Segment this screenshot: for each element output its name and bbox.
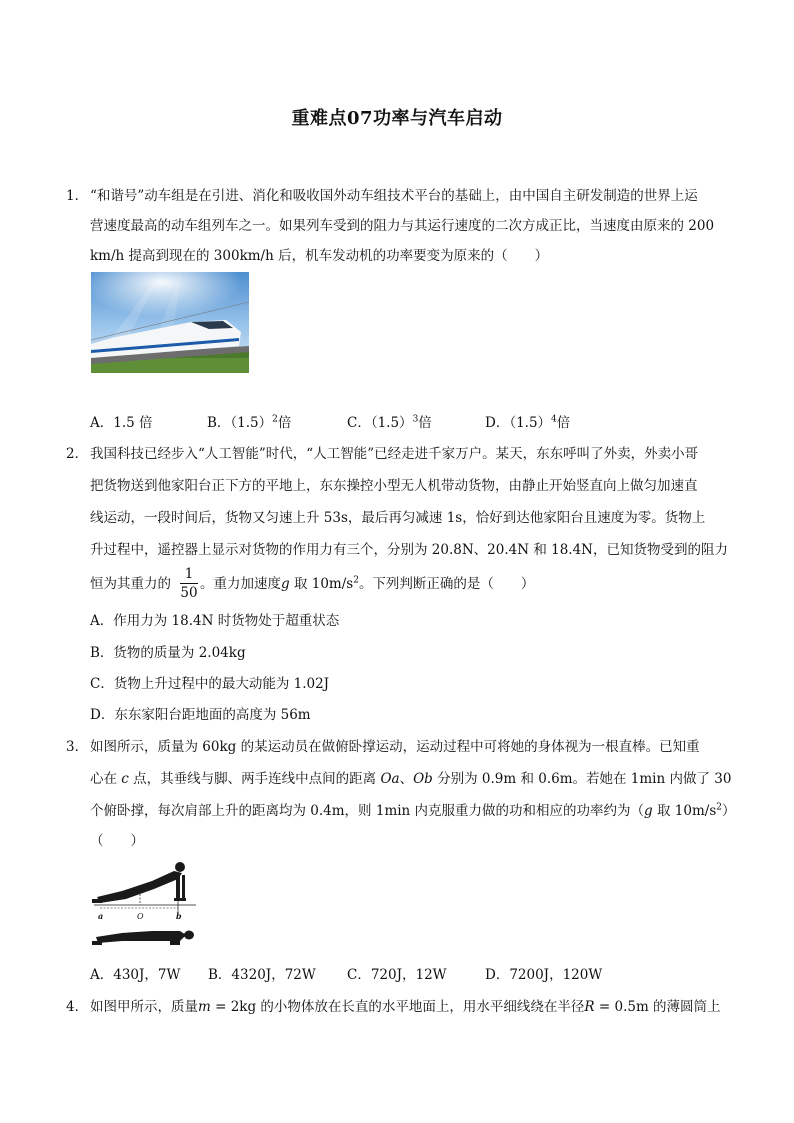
question-2-option-d: D．东东家阳台距地面的高度为 56m <box>90 707 311 723</box>
question-3-line-3: 个俯卧撑，每次肩部上升的距离均为 0.4m，则 1min 内克服重力做的功和相应的功率约为（g 取 $10m/s^2$） <box>90 802 736 819</box>
question-2-line-5-start: 恒为其重力的 <box>90 576 171 592</box>
question-3-option-b: B．4320J，72W <box>208 967 316 983</box>
question-3-option-d: D．7200J，120W <box>485 967 603 983</box>
train-image <box>91 272 249 373</box>
question-2-line-2: 把货物送到他家阳台正下方的平地上，东东操控小型无人机带动货物，由静止开始竖直向上做匀加速直 <box>90 478 698 494</box>
question-3-number: 3． <box>66 739 89 755</box>
question-3-line-1: 如图所示，质量为 60kg 的某运动员在做俯卧撑运动，运动过程中可将她的身体视为一根直棒。已知重 <box>90 739 700 755</box>
question-3-option-a: A．430J，7W <box>90 967 181 983</box>
question-2-line-1: 我国科技已经步入“人工智能”时代，“人工智能”已经走进千家万户。某天，东东呼叫了外卖，外卖小哥 <box>90 446 699 462</box>
question-3-answer-bracket: （ ） <box>90 833 144 849</box>
question-1-option-a: A．1.5 倍 <box>90 415 153 431</box>
question-1-line-3: km/h 提高到现在的 300km/h 后，机车发动机的功率要变为原来的（ ） <box>90 248 549 264</box>
question-2-option-c: C．货物上升过程中的最大动能为 1.02J <box>90 676 330 692</box>
question-4-line-1: 如图甲所示，质量m = 2kg 的小物体放在长直的水平地面上，用水平细线绕在半径R = 0.5m 的薄圆筒上 <box>90 999 721 1015</box>
question-1-option-b: B．$(1.5)^2$倍 <box>207 414 292 431</box>
question-1-option-c: C．$(1.5)^3$倍 <box>347 414 432 431</box>
fraction-bar <box>180 583 198 584</box>
figure-label-o: O <box>137 912 144 921</box>
pushup-figure <box>92 857 202 949</box>
question-2-number: 2． <box>66 446 89 462</box>
fraction-one-fiftieth <box>180 566 198 601</box>
question-3-line-2: 心在 c 点，其垂线与脚、两手连线中点间的距离 Oa、Ob 分别为 0.9m 和 0.6m。若她在 1min 内做了 30 <box>90 771 732 787</box>
question-1-line-2: 营速度最高的动车组列车之一。如果列车受到的阻力与其运行速度的二次方成正比，当速度由原来的 200 <box>90 218 715 234</box>
question-2-line-5-end: 。重力加速度g 取 $10m/s^2$。下列判断正确的是（ ） <box>200 575 535 592</box>
question-3-option-c: C．720J，12W <box>347 967 447 983</box>
question-1-option-d: D．$(1.5)^4$倍 <box>485 414 571 431</box>
question-1-number: 1． <box>66 188 89 204</box>
question-4-number: 4． <box>66 999 89 1015</box>
question-2-option-b: B．货物的质量为 2.04kg <box>90 645 246 661</box>
question-2-option-a: A．作用力为 18.4N 时货物处于超重状态 <box>90 613 340 629</box>
page-title: 重难点07功率与汽车启动 <box>291 108 503 129</box>
question-2-line-4: 升过程中，遥控器上显示对货物的作用力有三个，分别为 20.8N、20.4N 和 18.4N，已知货物受到的阻力 <box>90 542 728 558</box>
fraction-denominator: 50 <box>180 585 198 601</box>
fraction-numerator: 1 <box>184 566 194 582</box>
question-2-line-3: 线运动，一段时间后，货物又匀速上升 53s，最后再匀减速 1s，恰好到达他家阳台且速度为零。货物上 <box>90 510 706 526</box>
figure-label-a: a <box>98 911 104 921</box>
figure-label-b: b <box>176 911 182 921</box>
question-1-line-1: “和谐号”动车组是在引进、消化和吸收国外动车组技术平台的基础上，由中国自主研发制造的世界上运 <box>90 188 698 204</box>
